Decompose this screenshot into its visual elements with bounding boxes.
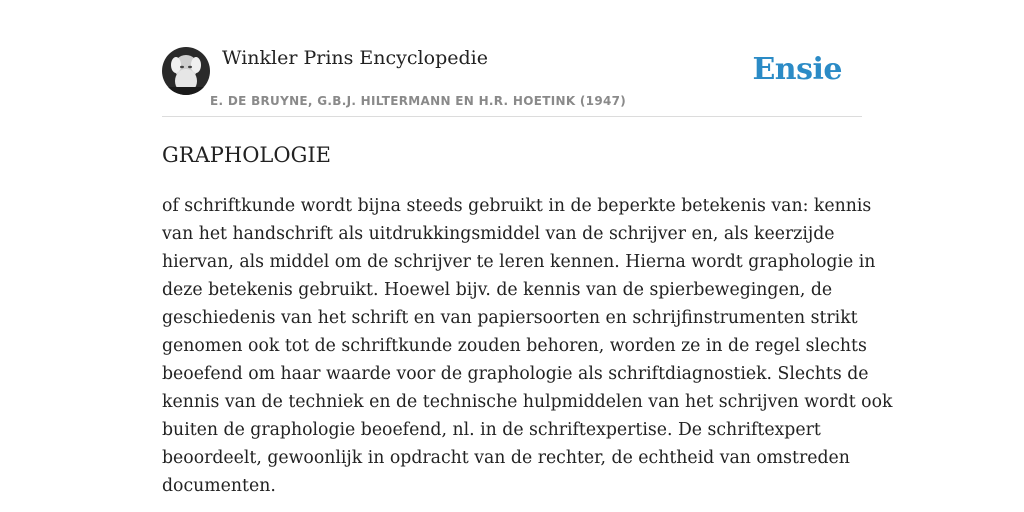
body-line: hiervan, als middel om de schrijver te leren kennen. Hierna wordt graphologie in (162, 252, 876, 272)
article-title: GRAPHOLOGIE (162, 143, 331, 167)
authors-line: E. DE BRUYNE, G.B.J. HILTERMANN EN H.R. HOETINK (1947) (210, 94, 627, 108)
ensie-logo[interactable]: Ensie (752, 52, 842, 87)
body-line: documenten. (162, 476, 276, 496)
author-portrait-icon[interactable] (162, 47, 210, 95)
publication-title[interactable]: Winkler Prins Encyclopedie (222, 47, 488, 69)
body-line: geschiedenis van het schrift en van papiersoorten en schrijfinstrumenten strikt (162, 308, 858, 328)
encyclopedia-header (162, 46, 862, 117)
body-line: beoefend om haar waarde voor de graphologie als schriftdiagnostiek. Slechts de (162, 364, 869, 384)
body-line: beoordeelt, gewoonlijk in opdracht van de rechter, de echtheid van omstreden (162, 448, 850, 468)
body-line: of schriftkunde wordt bijna steeds gebruikt in de beperkte betekenis van: kennis (162, 196, 872, 216)
article-body (162, 192, 893, 500)
body-line: deze betekenis gebruikt. Hoewel bijv. de kennis van de spierbewegingen, de (162, 280, 833, 300)
body-line: genomen ook tot de schriftkunde zouden behoren, worden ze in de regel slechts (162, 336, 867, 356)
body-line: van het handschrift als uitdrukkingsmiddel van de schrijver en, als keerzijde (162, 224, 835, 244)
body-line: kennis van de techniek en de technische hulpmiddelen van het schrijven wordt ook (162, 392, 893, 412)
body-line: buiten de graphologie beoefend, nl. in de schriftexpertise. De schriftexpert (162, 420, 821, 440)
